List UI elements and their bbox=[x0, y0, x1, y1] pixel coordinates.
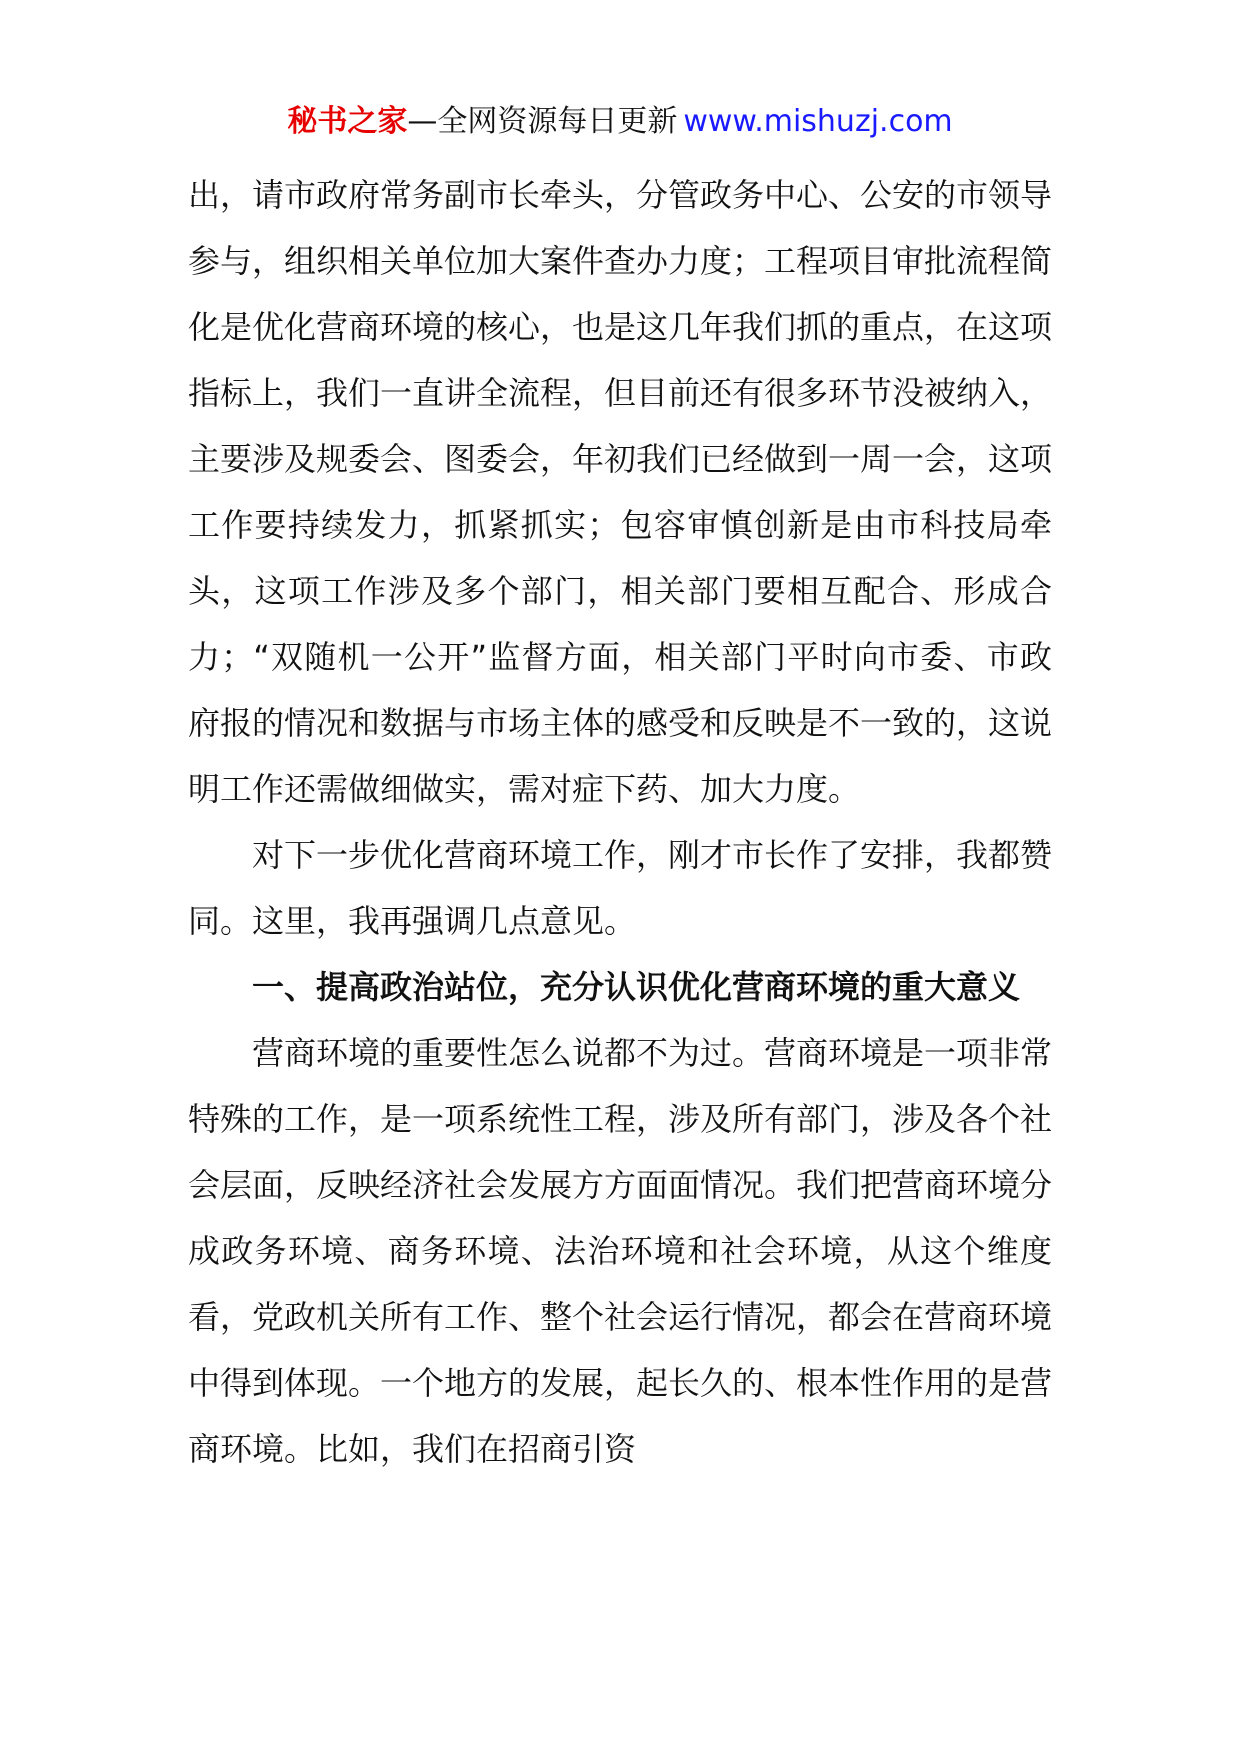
body-paragraph: 对下一步优化营商环境工作，刚才市长作了安排，我都赞同。这里，我再强调几点意见。 bbox=[188, 836, 1053, 940]
page-header bbox=[0, 100, 1240, 144]
site-url-link[interactable]: www.mishuzj.com bbox=[683, 104, 953, 139]
brand-name: 秘书之家 bbox=[287, 104, 408, 139]
body-paragraph: 营商环境的重要性怎么说都不为过。营商环境是一项非常特殊的工作，是一项系统性工程，涉及所有部门，涉及各个社会层面，反映经济社会发展方方面面情况。我们把营商环境分成政务环境、商务环境、法治环境和社会环境，从这个维度看，党政机关所有工作、整个社会运行情况，都会在营商环境中得到体现。一个地方的发展，起长久的、根本性作用的是营商环境。比如，我们在招商引资 bbox=[188, 1034, 1053, 1468]
document-body bbox=[188, 162, 1052, 1482]
header-tagline: —全网资源每日更新 bbox=[407, 104, 678, 139]
section-heading: 一、提高政治站位，充分认识优化营商环境的重大意义 bbox=[252, 968, 1021, 1006]
body-paragraph: 出，请市政府常务副市长牵头，分管政务中心、公安的市领导参与，组织相关单位加大案件查办力度；工程项目审批流程简化是优化营商环境的核心，也是这几年我们抓的重点，在这项指标上，我们一直讲全流程，但目前还有很多环节没被纳入，主要涉及规委会、图委会，年初我们已经做到一周一会，这项工作要持续发力，抓紧抓实；包容审慎创新是由市科技局牵头，这项工作涉及多个部门，相关部门要相互配合、形成合力；“双随机一公开”监督方面，相关部门平时向市委、市政府报的情况和数据与市场主体的感受和反映是不一致的，这说明工作还需做细做实，需对症下药、加大力度。 bbox=[188, 176, 1053, 808]
